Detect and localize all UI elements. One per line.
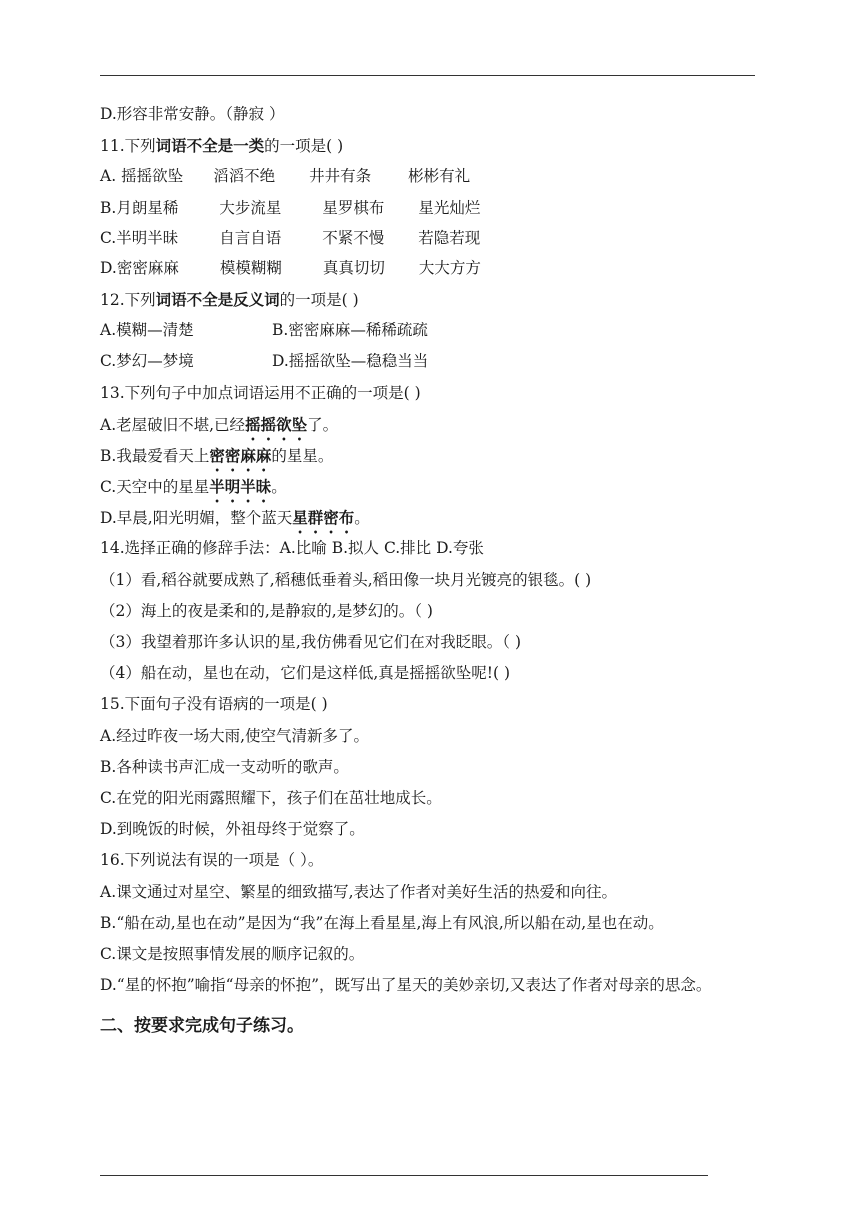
option-word: 摇摇欲坠 xyxy=(121,167,184,186)
dotted-word: 星群密布 xyxy=(292,508,355,528)
option-word: 密密麻麻 xyxy=(116,258,179,277)
option-text: 。 xyxy=(271,478,287,497)
q11-stem-post: 的一项是( ) xyxy=(264,137,344,156)
option-word: 大步流星 xyxy=(219,198,282,217)
option-word: 真真切切 xyxy=(322,258,385,277)
option-label: B. xyxy=(100,198,117,217)
option-label: D. xyxy=(100,258,117,277)
dotted-word: 摇摇欲坠 xyxy=(245,414,308,434)
option: B.密密麻麻—稀稀疏疏 xyxy=(272,321,428,340)
option: A.模糊—清楚 xyxy=(100,321,194,340)
q16-option-c: C.课文是按照事情发展的顺序记叙的。 xyxy=(100,944,365,963)
q11-option-d xyxy=(100,253,765,284)
q14-item-2: （2）海上的夜是柔和的,是静寂的,是梦幻的。（ ) xyxy=(100,601,433,620)
q12-options-ab xyxy=(100,315,765,346)
q12-stem-pre: 12.下列 xyxy=(100,290,156,309)
q13-stem: 13.下列句子中加点词语运用不正确的一项是( ) xyxy=(100,383,421,402)
q13-option-c xyxy=(100,471,765,502)
option-word: 模模糊糊 xyxy=(219,258,282,277)
q11-stem-bold: 词语不全是一类 xyxy=(155,136,265,156)
q16-option-a: A.课文通过对星空、繁星的细致描写,表达了作者对美好生活的热爱和向往。 xyxy=(100,882,618,901)
q15-stem: 15.下面句子没有语病的一项是( ) xyxy=(100,695,328,714)
q14-stem: 14.选择正确的修辞手法：A.比喻 B.拟人 C.排比 D.夸张 xyxy=(100,539,484,558)
q13-option-d xyxy=(100,502,765,533)
q16-stem: 16.下列说法有误的一项是（ ）。 xyxy=(100,851,324,870)
option-word: 大大方方 xyxy=(418,258,481,277)
q11-option-b xyxy=(100,193,765,224)
q12-stem-bold: 词语不全是反义词 xyxy=(155,289,280,309)
option-word: 彬彬有礼 xyxy=(408,167,471,186)
dotted-word: 半明半昧 xyxy=(209,477,272,497)
option: D.摇摇欲坠—稳稳当当 xyxy=(272,352,429,371)
option-text: A.老屋破旧不堪,已经 xyxy=(100,415,246,434)
q10-option-d: D.形容非常安静。（静寂 ） xyxy=(100,105,285,123)
option-text: D.早晨,阳光明媚，整个蓝天 xyxy=(100,509,293,528)
q14-item-4: （4）船在动，星也在动，它们是这样低,真是摇摇欲坠呢!( ) xyxy=(100,664,511,683)
option-word: 半明半昧 xyxy=(116,228,179,247)
option-word: 自言自语 xyxy=(219,228,282,247)
option-label: C. xyxy=(100,228,117,247)
q15-option-b: B.各种读书声汇成一支动听的歌声。 xyxy=(100,757,349,776)
q14-item-3: （3）我望着那许多认识的星,我仿佛看见它们在对我眨眼。（ ) xyxy=(100,633,522,651)
option-text: 的星星。 xyxy=(271,446,334,465)
q12-stem xyxy=(100,284,765,315)
q15-option-a: A.经过昨夜一场大雨,使空气清新多了。 xyxy=(100,726,370,745)
q16-option-b: B.“船在动,星也在动”是因为“我”在海上看星星,海上有风浪,所以船在动,星也在动。 xyxy=(100,913,664,932)
option-word: 星罗棋布 xyxy=(322,198,385,217)
q12-stem-post: 的一项是( ) xyxy=(279,290,359,309)
q11-option-c xyxy=(100,224,765,253)
option: C.梦幻—梦境 xyxy=(100,352,194,371)
q14-item-1: （1）看,稻谷就要成熟了,稻穗低垂着头,稻田像一块月光镀亮的银毯。( ) xyxy=(100,570,592,589)
option-text: 了。 xyxy=(307,415,339,434)
dotted-word: 密密麻麻 xyxy=(209,445,272,465)
footer-rule xyxy=(100,1175,708,1176)
header-rule xyxy=(100,75,755,76)
option-text: B.我最爱看天上 xyxy=(100,446,210,465)
option-word: 若隐若现 xyxy=(418,228,481,247)
worksheet-content xyxy=(100,99,765,1042)
option-text: C.天空中的星星 xyxy=(100,478,210,497)
q15-option-c: C.在党的阳光雨露照耀下，孩子们在茁壮地成长。 xyxy=(100,788,442,807)
q15-option-d: D.到晚饭的时候，外祖母终于觉察了。 xyxy=(100,820,365,839)
option-word: 滔滔不绝 xyxy=(213,167,276,186)
option-word: 星光灿烂 xyxy=(418,198,481,217)
section-heading: 二、按要求完成句子练习。 xyxy=(100,1016,304,1037)
option-label: A. xyxy=(100,167,117,186)
q16-option-d: D.“星的怀抱”喻指“母亲的怀抱”，既写出了星天的美妙亲切,又表达了作者对母亲的思念。 xyxy=(100,976,712,995)
q13-option-a xyxy=(100,409,765,440)
option-word: 井井有条 xyxy=(309,167,372,186)
q13-option-b xyxy=(100,440,765,471)
option-word: 月朗星稀 xyxy=(116,198,179,217)
q11-stem xyxy=(100,130,765,161)
q11-stem-pre: 11.下列 xyxy=(100,137,156,156)
option-word: 不紧不慢 xyxy=(322,228,385,247)
q11-option-a xyxy=(100,161,765,192)
option-text: 。 xyxy=(354,509,370,528)
q12-options-cd xyxy=(100,346,765,377)
